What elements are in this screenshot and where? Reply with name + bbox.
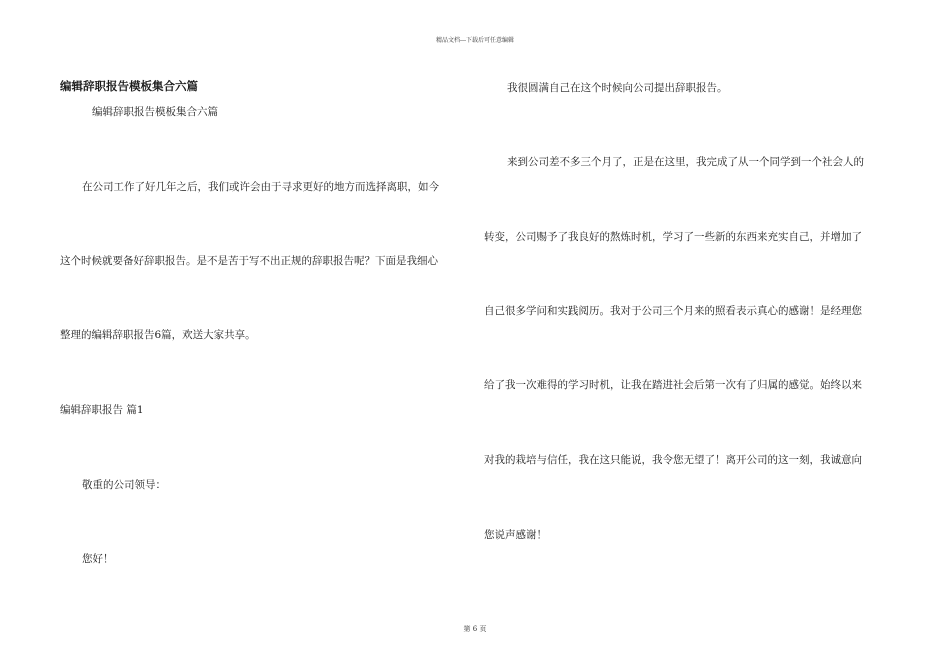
paragraph-line: 您说声感谢！ xyxy=(484,529,547,541)
section-heading: 编辑辞职报告 篇1 xyxy=(60,404,144,416)
paragraph-line: 给了我一次难得的学习时机，让我在踏进社会后第一次有了归属的感觉。始终以来 xyxy=(484,379,862,391)
paragraph-line: 整理的编辑辞职报告6篇，欢送大家共享。 xyxy=(60,329,256,341)
paragraph-line: 我很圆满自己在这个时候向公司提出辞职报告。 xyxy=(507,82,728,94)
paragraph-line: 转变，公司赐予了我良好的熬炼时机，学习了一些新的东西来充实自己，并增加了 xyxy=(484,231,862,243)
document-subtitle: 编辑辞职报告模板集合六篇 xyxy=(92,106,218,118)
salutation: 敬重的公司领导： xyxy=(82,479,166,491)
page-number: 第 6 页 xyxy=(463,625,487,633)
paragraph-line: 在公司工作了好几年之后，我们或许会由于寻求更好的地方而选择离职，如今 xyxy=(82,181,439,193)
greeting: 您好！ xyxy=(82,553,114,565)
document-title: 编辑辞职报告模板集合六篇 xyxy=(60,79,198,93)
paragraph-line: 对我的栽培与信任，我在这只能说，我令您无望了！离开公司的这一刻，我诚意向 xyxy=(484,454,862,466)
paragraph-line: 来到公司差不多三个月了，正是在这里，我完成了从一个同学到一个社会人的 xyxy=(507,156,864,168)
page-header: 精品文档---下载后可任意编辑 xyxy=(435,37,515,44)
paragraph-line: 自己很多学问和实践阅历。我对于公司三个月来的照看表示真心的感谢！是经理您 xyxy=(484,305,862,317)
paragraph-line: 这个时候就要备好辞职报告。是不是苦于写不出正规的辞职报告呢？下面是我细心 xyxy=(60,255,438,267)
